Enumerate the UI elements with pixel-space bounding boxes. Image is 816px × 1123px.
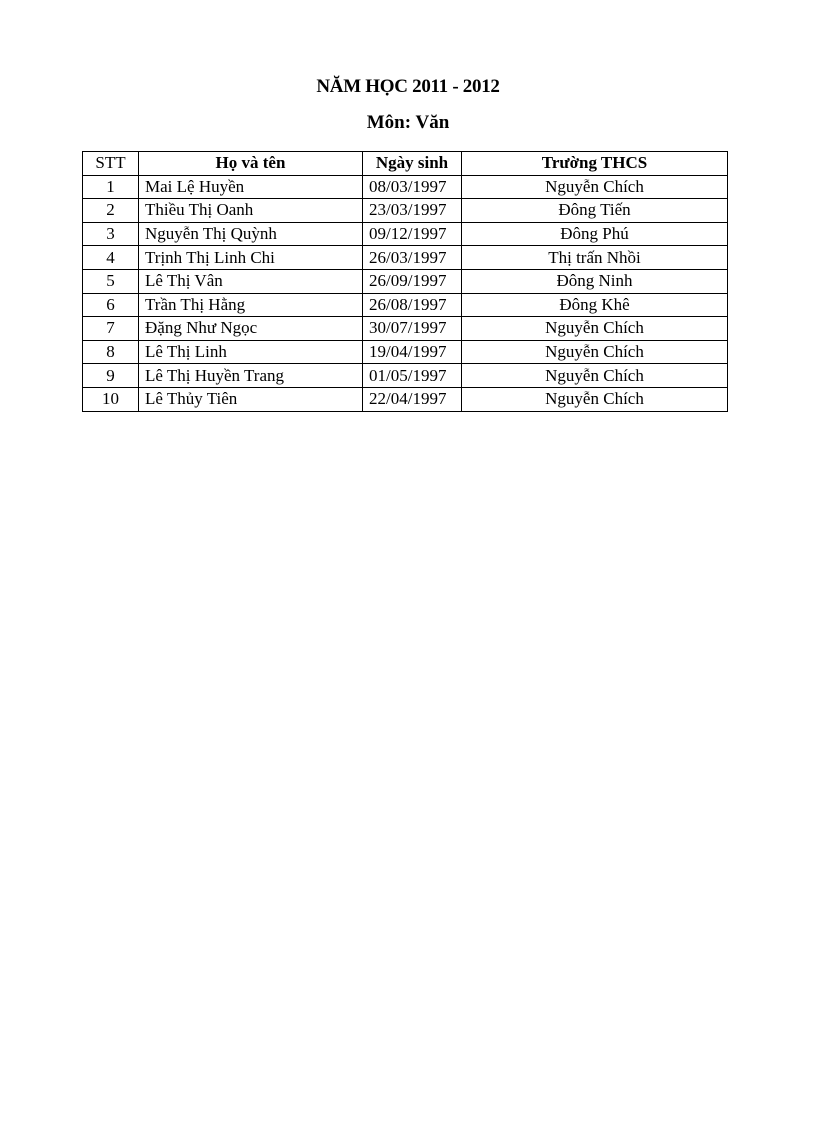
cell-school: Đông Khê (462, 293, 728, 317)
cell-stt: 3 (83, 222, 139, 246)
cell-name: Mai Lệ Huyền (139, 175, 363, 199)
subject-title: Môn: Văn (366, 112, 450, 133)
cell-school: Thị trấn Nhồi (462, 246, 728, 270)
table-header-row (83, 152, 728, 176)
table-row (83, 364, 728, 388)
cell-stt: 2 (83, 199, 139, 223)
header-stt: STT (83, 152, 139, 176)
table-row (83, 199, 728, 223)
cell-stt: 8 (83, 340, 139, 364)
cell-name: Đặng Như Ngọc (139, 317, 363, 341)
cell-dob: 26/08/1997 (363, 293, 462, 317)
cell-dob: 19/04/1997 (363, 340, 462, 364)
header-dob: Ngày sinh (363, 152, 462, 176)
table-row (83, 246, 728, 270)
cell-stt: 7 (83, 317, 139, 341)
cell-stt: 5 (83, 269, 139, 293)
cell-dob: 09/12/1997 (363, 222, 462, 246)
table-row (83, 340, 728, 364)
header-school: Trường THCS (462, 152, 728, 176)
cell-dob: 01/05/1997 (363, 364, 462, 388)
cell-name: Trịnh Thị Linh Chi (139, 246, 363, 270)
student-table (82, 151, 728, 412)
header-name: Họ và tên (139, 152, 363, 176)
cell-dob: 08/03/1997 (363, 175, 462, 199)
cell-school: Nguyễn Chích (462, 364, 728, 388)
table-row (83, 387, 728, 411)
table-row (83, 269, 728, 293)
table-row (83, 175, 728, 199)
cell-name: Lê Thị Linh (139, 340, 363, 364)
cell-stt: 4 (83, 246, 139, 270)
cell-school: Đông Tiến (462, 199, 728, 223)
cell-school: Nguyễn Chích (462, 387, 728, 411)
cell-name: Thiều Thị Oanh (139, 199, 363, 223)
cell-stt: 10 (83, 387, 139, 411)
page-title: NĂM HỌC 2011 - 2012 (316, 76, 500, 97)
table-row (83, 293, 728, 317)
cell-school: Nguyễn Chích (462, 340, 728, 364)
cell-dob: 23/03/1997 (363, 199, 462, 223)
cell-school: Nguyễn Chích (462, 317, 728, 341)
cell-name: Nguyễn Thị Quỳnh (139, 222, 363, 246)
cell-dob: 22/04/1997 (363, 387, 462, 411)
cell-school: Đông Phú (462, 222, 728, 246)
cell-name: Lê Thị Vân (139, 269, 363, 293)
cell-dob: 26/03/1997 (363, 246, 462, 270)
cell-stt: 9 (83, 364, 139, 388)
cell-stt: 6 (83, 293, 139, 317)
cell-dob: 26/09/1997 (363, 269, 462, 293)
table-row (83, 317, 728, 341)
cell-name: Lê Thủy Tiên (139, 387, 363, 411)
cell-school: Đông Ninh (462, 269, 728, 293)
cell-name: Lê Thị Huyền Trang (139, 364, 363, 388)
cell-name: Trần Thị Hằng (139, 293, 363, 317)
cell-dob: 30/07/1997 (363, 317, 462, 341)
cell-school: Nguyễn Chích (462, 175, 728, 199)
table-row (83, 222, 728, 246)
cell-stt: 1 (83, 175, 139, 199)
